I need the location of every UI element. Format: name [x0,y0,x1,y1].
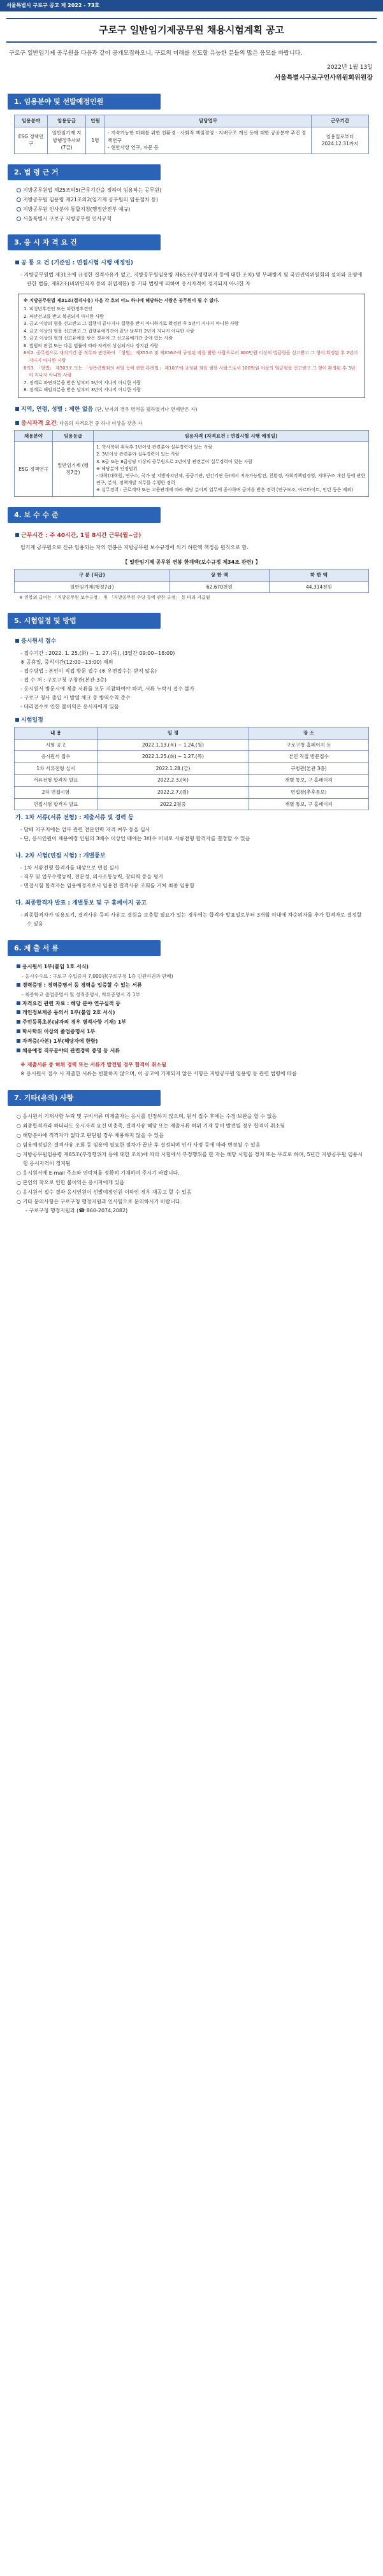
notice-item: 4. 금고 이상의 형을 선고받고 그 집행유예기간이 끝난 날부터 2년이 지나지 아니한 사람 [24,328,194,334]
table-cell: 62,670천원 [170,581,269,593]
list-item: 지방공무원법 제25조의5(근무기간을 정하여 임용하는 공무원) [17,185,366,195]
bullet-square-icon [17,1020,20,1024]
notice-item: 6. 법원의 판결 또는 다른 법률에 따라 자격이 상실되거나 정지된 사람 [24,343,159,348]
intro-text: 구로구 일반임기제 공무원을 다음과 같이 공개모집하오니, 구로의 미래를 선도할 유능한 분들의 많은 응모를 바랍니다. [9,50,303,57]
table-cell: 일반임기제(행정7급) [15,581,170,593]
application-heading: 응시원서 접수 [0,634,383,648]
salary-note: ※ 연봉외 급여는 「지방공무원 보수규정」 및 「지방공무원 수당 등에 관한 규정」 등 따라 지급됨 [19,595,210,601]
bullet-square-icon [17,1029,20,1033]
documents-note: ※ 제출서류 중 허위 경력 또는 서류가 발견될 경우 합격이 취소됨 ※ 응시원서 접수 시 제출한 서류는 반환하지 않으며, 이 공고에 기재되지 않은 사항은 지방공무원 임용령 등 관련 법령에 따름 [20,1062,297,1077]
doc-code-bar [0,0,383,11]
first-stage-details: - 담배 지구지에는 업무 관련 전문인력 자격 여부 등을 심사 - 단, 응시인원이 채용예정 인원의 3배수 이상인 때에는 3배수 이내로 서류전형 합격자를 결정할 수 있음 [20,827,250,842]
notice-item: 7. 징계로 파면처분을 받은 날부터 5년이 지나지 아니한 사람 [24,380,141,385]
bullet-square-icon [15,533,19,537]
salary-table-caption: 【 일반임기제 공무원 연봉 한계액(보수규정 제34조 관련) 】 [122,559,261,565]
second-stage-details: - 1차 서류전형 합격자를 대상으로 면접 실시 - 직무 및 업무수행능력, 전문성, 의사소통능력, 창의력 등을 평가 - 면접시험 합격자는 임용예정자로서 임용전 결격사유 조회를 거쳐 최종 임용함 [20,865,195,889]
final-result-details: - 최종합격자가 임용포기, 결격사유 등의 사유로 결원을 보충할 필요가 있는 경우에는 합격자 발표일로부터 3개월 이내에 차순위자를 추가 합격자로 결정할 수 있음 [20,912,362,927]
list-item: ○ 임용예정일은 결격사유 조회 등 임용에 필요한 절차가 끝난 후 결정되며 인사 사정 등에 따라 변경될 수 있음 [17,1141,261,1148]
other-notes-list [0,1111,383,1217]
notice-item: 6의2. 공무원으로 재직기간 중 직무와 관련하여 「형법」 제355조 및 제356조에 규정된 죄를 범한 사람으로서 300만원 이상의 벌금형을 선고받고 그 형이 확정된 후 2년이 지나지 아니한 사람 [24,350,358,363]
table-cell: 일반임기제 (행정7급) [53,442,94,496]
bullet-square-icon [17,983,20,987]
table-row: 서류전형 합격자 발표 2022.2.3.(목) 개별 통보, 구 홈페이지 [15,775,369,787]
bullet-circle-icon [17,207,21,211]
salary-table-wrap [14,569,369,593]
bullet-circle-icon [17,188,21,192]
final-result-heading: 다. 최종합격자 발표 : 개별통보 및 구 홈페이지 공고 [15,900,147,907]
list-item: 주민등록초본(남자의 경우 병적사항 기재) 1부 [17,1018,366,1027]
table-header: 하 한 액 [269,569,368,581]
table-header: 임용등급 [48,115,86,127]
list-item: ○ 지방공무원임용령 제65조(부정행위자 등에 대한 조치)에 따라 시험에서 부정행위를 한 자는 해당 시험을 정지 또는 무효로 하며, 5년간 지방공무원 임용시험 응시자격이 정지됨 [17,1151,363,1167]
list-item: ○ 기타 문의사항은 구로구청 행정지원과 인사팀으로 문의하시기 바랍니다. [17,1198,182,1205]
salary-table [14,569,369,593]
limits-heading: 지역, 연령, 성별 : 제한 없음 (단, 남자의 경우 병역을 필하였거나 면제받은 자) [0,402,383,416]
list-item: 자격증(사본) 1부(해당자에 한함) [17,1037,366,1047]
list-item: 서울특별시 구로구 지방공무원 인사규칙 [17,214,366,224]
table-header: 임용분야 [15,115,48,127]
schedule-table-wrap [14,727,369,810]
table-header: 장 소 [249,727,368,739]
table-row: 1차 서류전형 실시 2022.1.28.(금) 구청관(본관 3층) [15,762,369,775]
table-header: 내 용 [15,727,98,739]
list-item: - 응시수수료 : 구로구 수입증지 7,000원(구로구청 1층 민원여권과 판매) [22,973,173,979]
contact-info: - 구로구청 행정지원과 (☎ 860-2074,2082) [25,1208,128,1214]
signature [0,59,383,83]
first-stage-heading: 가. 1차 서류(서류 전형) : 제출서류 및 경력 등 [15,815,134,822]
bullet-square-icon [15,639,19,643]
bullet-square-icon [15,261,19,264]
legal-basis-list [0,185,383,224]
table-header: 인원 [86,115,105,127]
list-item: ○ 응시원서에 E-mail 주소와 연락처를 정확히 기재하여 주시기 바랍니다. [17,1170,180,1177]
notice-item: 8. 징계로 해임처분을 받은 날부터 3년이 지나지 아니한 사람 [24,387,141,393]
list-item: - 최종학교 졸업증명서 및 성적증명서, 학위증명서 각 1부 [22,991,140,998]
bullet-square-icon [17,964,20,968]
bullet-square-icon [17,1048,20,1052]
list-item: 자격요건 관련 자료 : 해당 분야 연구실적 등 [17,999,366,1009]
section-heading-salary: 4. 보 수 수 준 [8,507,161,523]
documents-list [0,961,383,1057]
list-item: ○ 본인의 착오로 인한 불이익은 응시자에게 있음 [17,1179,125,1185]
field-requirements-table [14,430,369,497]
bullet-square-icon [15,407,19,411]
notice-item: 2. 파산선고를 받고 복권되지 아니한 사람 [24,313,104,319]
table-row: 면접시험 합격자 발표 2022.2월중 개별 통보, 구 홈페이지 [15,798,369,810]
table-cell: 1명 [86,127,105,154]
list-item: 채용예정 직무분야의 관련경력 증명 등 서류 [17,1047,366,1056]
table-row [15,442,369,496]
list-item: 학사학위 이상의 졸업증명서 1부 [17,1027,366,1037]
recruitment-table [14,115,369,154]
field-requirements-table-wrap [14,430,369,497]
notice-item: 3. 금고 이상의 형을 선고받고 그 집행이 끝나거나 집행을 받지 아니하기로 확정된 후 5년이 지나지 아니한 사람 [24,321,239,327]
page [0,0,383,1236]
list-item: 지방공무원 인사분야 통합지침(행정안전부 예규) [17,204,366,214]
list-item: ○ 해당분야에 적격자가 없다고 판단될 경우 채용하지 않을 수 있음 [17,1132,164,1138]
list-item: 경력증명 : 경력증명서 등 경력을 입증할 수 있는 서류 [17,981,366,991]
section-heading-schedule: 5. 시험일정 및 방법 [8,613,161,629]
bullet-square-icon [15,718,19,722]
section-heading-qualifications: 3. 응 시 자 격 요 건 [8,234,161,250]
bullet-square-icon [17,1039,20,1043]
recruitment-table-wrap [14,115,369,154]
table-header: 임용자격 (자격요건 : 면접시험 시행 예정일) [94,430,369,442]
table-header: 담당업무 [105,115,312,127]
notice-heading: ※ 지방공무원법 제31조(결격사유) 다음 각 호의 어느 하나에 해당하는 사람은 공무원이 될 수 없다. [24,297,220,303]
bullet-square-icon [17,1001,20,1005]
list-item: 응시원서 1부(붙임 1호 서식) [17,962,366,972]
table-header: 임용등급 [53,430,94,442]
list-item: ○ 응시원서 접수 결과 응시인원이 선발예정인원 이하인 경우 재공고 할 수 있음 [17,1189,192,1195]
second-stage-heading: 나. 2차 시험(면접 시험) : 개별통보 [15,853,106,860]
basic-requirements-heading: 공 통 요 건 (기준일 : 면접시험 시행 예정일) [0,255,383,269]
section-heading-documents: 6. 제 출 서 류 [8,940,161,956]
table-row: 2차 면접시험 2022.2.7.(월) 면접장(추후통보) [15,787,369,799]
basic-requirements-text: - 지방공무원법 제31조에 규정한 결격사유가 없고, 지방공무원임용령 제65조(부정행위자 등에 대한 조치) 및 부패방지 및 국민권익위원회의 설치와 운영에 관한 법률, 제82조(비위면직자 등의 취업제한) 등 기타 법령에 의하여 응시자격이 정지되지 아니한 자 [20,271,363,287]
bullet-square-icon [15,421,19,425]
issuing-org: 서울특별시구로구인사위원회위원장 [274,75,373,82]
table-cell: 1. 학사학위 취득후 1년이상 관련분야 실무경력이 있는 사람 2. 3년이상 관련분야 실무경력이 있는 사람 3. 8급 또는 8급상당 이상의 공무원으로 2년이상 관련분야 실무경력이 있는 사람 ※ 해당분야 인정범위 - 대학(대학원, 연구소, 국가 및 지방자치단체, 공공기관, 민간기관 등)에서 지속가능발전, 친환경, 사회적책임경영, 지배구조 개선 등에 관한 연구, 분석, 정책개발 직무를 수행한 경력 ※ 실무경력 : 근로계약 또는 고용관계에 따라 해당 분야의 업무에 종사하며 급여를 받은 경력 (연구보조, 아르바이트, 인턴 등은 제외) [94,442,369,496]
field-requirements-heading: 응시자격 요건: 다음의 자격요건 중 하나 이상을 갖춘 자 [0,416,383,430]
table-header: 근무기간 [312,115,369,127]
table-cell: 44,314천원 [269,581,368,593]
table-cell: 일반임기제 지방행정주사보 (7급) [48,127,86,154]
work-hours-heading: 근무시간 : 주 40시간, 1일 8시간 근무(월~금) [0,528,383,542]
table-cell: 임용일로부터 2024.12.31까지 [312,127,369,154]
section-heading-other: 7. 기타(유의) 사항 [8,1090,161,1106]
notice-item: 5. 금고 이상의 형의 선고유예를 받은 경우에 그 선고유예기간 중에 있는 사람 [24,336,173,341]
section-heading-legal-basis: 2. 법 령 근 거 [8,164,161,180]
bullet-square-icon [17,1010,20,1014]
section-heading-recruitment: 1. 임용분야 및 선발예정인원 [8,94,161,110]
page-title: 구로구 일반임기제공무원 채용시험계획 공고 [6,18,377,43]
notice-item: 1. 피성년후견인 또는 피한정후견인 [24,306,93,312]
bullet-circle-icon [17,217,21,221]
list-item: ○ 최종합격자라 하더라도 응시자격 요건 미충족, 결격사유 해당 또는 제출서류 허위 기재 등이 발견될 경우 합격이 취소됨 [17,1123,285,1129]
list-item: 개인정보제공 동의서 1부(붙임 2호 서식) [17,1008,366,1018]
schedule-heading: 시험일정 [0,713,383,727]
disqualification-notice [18,294,365,398]
list-item: 지방공무원 임용령 제21조의2(임기제 공무원의 임용절차 등) [17,195,366,204]
announcement-date: 2022년 1월 13일 [327,64,373,71]
application-details: - 접수기간 : 2022. 1. 25.(화) ~ 1. 27.(목), (3일간 09:00~18:00) ※ 공휴일, 중식시간(12:00~13:00) 제외 - 접수방법 : 본인이 직접 방문 접수 (※ 우편접수는 받지 않음) - 접 수 처 : 구로구청 구청관(본관 3층) - 응시원서 방문시에 제출 서류를 모두 지참하여야 하며, 서류 누락시 접수 불가 - 구로구 청사 출입 시 발열 체크 등 방역수칙 준수 - 대리접수로 인한 불이익은 응시자에게 있음 [20,650,194,710]
table-header: 채용분야 [15,430,53,442]
table-header: 일 정 [98,727,249,739]
table-header: 구 분 (직급) [15,569,170,581]
list-item: ○ 응시원서 기재사항 누락 및 구비서류 미제출자는 응시를 인정하지 않으며, 원서 접수 후에는 수정·보완을 할 수 없음 [17,1113,277,1120]
salary-text: 임기제 공무원으로 신규 임용되는 자의 연봉은 지방공무원 보수규정에 의거 하한액 책정을 원칙으로 함. [20,544,249,550]
doc-code: 서울특별시 구로구 공고 제 2022 - 73호 [6,2,100,8]
table-row [15,127,369,154]
table-header: 상 한 액 [170,569,269,581]
table-cell: ESG 정책연구 [15,442,53,496]
table-row [15,581,369,593]
schedule-table [14,727,369,810]
table-cell: - 지속가능한 미래를 위한 친환경 · 사회적 책임경영 · 지배구조 개선 등에 대한 공공분야 추진 정책연구 - 현안사항 연구, 자문 등 [105,127,312,154]
table-cell: ESG 정책연구 [15,127,48,154]
bullet-circle-icon [17,197,21,202]
notice-item: 6의3. 「형법」 제303조 또는 「성폭력범죄의 처벌 등에 관한 특례법」 제10조에 규정된 죄를 범한 사람으로서 100만원 이상의 벌금형을 선고받고 그 형이 확정된 후 3년이 지나지 아니한 사람 [24,365,356,378]
table-row: 응시원서 접수 2022.1.25.(화) ~ 1.27.(목) 본인 직접 방문접수 [15,751,369,763]
table-row: 시험 공고 2022.1.13.(목) ~ 1.24.(월) 구로구청 홈페이지 등 [15,739,369,751]
